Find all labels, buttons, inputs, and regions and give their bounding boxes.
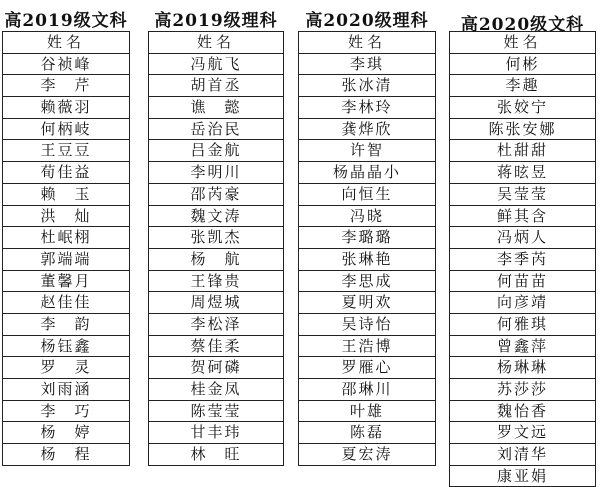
name-cell: 魏怡香 — [450, 401, 595, 423]
name-cell: 向彦靖 — [450, 292, 595, 314]
name-cell: 谯 懿 — [149, 97, 283, 119]
name-cell: 夏明欢 — [299, 292, 435, 314]
name-cell: 杨 程 — [3, 444, 129, 466]
name-table — [148, 31, 284, 466]
name-cell: 董馨月 — [3, 271, 129, 293]
name-cell: 洪 灿 — [3, 206, 129, 228]
name-cell: 陈莹莹 — [149, 401, 283, 423]
name-header-cell: 姓名 — [149, 32, 283, 54]
name-cell: 赵佳佳 — [3, 292, 129, 314]
name-cell: 李 巧 — [3, 401, 129, 423]
name-cell: 杨晶晶小 — [299, 162, 435, 184]
name-header-cell: 姓名 — [450, 32, 595, 54]
name-cell: 王豆豆 — [3, 140, 129, 162]
name-cell: 鲜其含 — [450, 206, 595, 228]
name-cell: 吴诗怡 — [299, 314, 435, 336]
name-header-cell: 姓名 — [299, 32, 435, 54]
name-cell: 岳治民 — [149, 119, 283, 141]
name-cell: 陈磊 — [299, 422, 435, 444]
name-cell: 叶雄 — [299, 401, 435, 423]
name-cell: 杨 航 — [149, 249, 283, 271]
name-header-cell: 姓名 — [3, 32, 129, 54]
name-cell: 吴莹莹 — [450, 184, 595, 206]
column-title: 高2019级文科 — [4, 11, 128, 31]
name-cell: 荀佳益 — [3, 162, 129, 184]
name-cell: 邵琳川 — [299, 379, 435, 401]
name-cell: 魏文涛 — [149, 206, 283, 228]
name-cell: 何苗苗 — [450, 271, 595, 293]
name-cell: 吕金航 — [149, 140, 283, 162]
name-cell: 罗 灵 — [3, 357, 129, 379]
name-cell: 林 旺 — [149, 444, 283, 466]
name-cell: 周煜城 — [149, 292, 283, 314]
name-cell: 刘雨涵 — [3, 379, 129, 401]
name-cell: 刘清华 — [450, 444, 595, 466]
name-cell: 王锋贵 — [149, 271, 283, 293]
name-cell: 罗雁心 — [299, 357, 435, 379]
name-table — [2, 31, 130, 466]
name-cell: 赖薇羽 — [3, 97, 129, 119]
name-cell: 李季芮 — [450, 249, 595, 271]
name-cell: 胡首丞 — [149, 75, 283, 97]
name-cell: 贺砢磷 — [149, 357, 283, 379]
name-cell: 李 芹 — [3, 75, 129, 97]
name-cell: 罗文远 — [450, 422, 595, 444]
name-cell: 陈张安娜 — [450, 119, 595, 141]
name-cell: 赖 玉 — [3, 184, 129, 206]
name-cell: 张凯杰 — [149, 227, 283, 249]
name-table — [298, 31, 436, 466]
name-cell: 李璐璐 — [299, 227, 435, 249]
name-table — [449, 31, 596, 487]
name-cell: 李明川 — [149, 162, 283, 184]
name-cell: 蔡佳柔 — [149, 336, 283, 358]
name-cell: 杨钰鑫 — [3, 336, 129, 358]
name-cell: 何雅琪 — [450, 314, 595, 336]
name-cell: 冯炳人 — [450, 227, 595, 249]
name-cell: 杨 婷 — [3, 422, 129, 444]
name-cell: 李林玲 — [299, 97, 435, 119]
name-cell: 曾鑫萍 — [450, 336, 595, 358]
name-cell: 甘丰玮 — [149, 422, 283, 444]
name-cell: 冯晓 — [299, 206, 435, 228]
column-title: 高2020级文科 — [460, 15, 585, 35]
name-cell: 谷祯峰 — [3, 54, 129, 76]
name-cell: 向恒生 — [299, 184, 435, 206]
name-cell: 张冰清 — [299, 75, 435, 97]
name-cell: 何彬 — [450, 54, 595, 76]
column-title: 高2020级理科 — [305, 11, 429, 31]
name-cell: 邵芮豪 — [149, 184, 283, 206]
name-cell: 蒋昡昱 — [450, 162, 595, 184]
name-cell: 李趣 — [450, 75, 595, 97]
name-cell: 张琳艳 — [299, 249, 435, 271]
name-cell: 冯航飞 — [149, 54, 283, 76]
name-cell: 杨琳琳 — [450, 357, 595, 379]
name-cell: 张姣宁 — [450, 97, 595, 119]
name-cell: 李琪 — [299, 54, 435, 76]
name-cell: 夏宏涛 — [299, 444, 435, 466]
name-cell: 桂金凤 — [149, 379, 283, 401]
name-cell: 李松泽 — [149, 314, 283, 336]
name-cell: 康亚娟 — [450, 466, 595, 487]
name-cell: 王浩博 — [299, 336, 435, 358]
name-cell: 李思成 — [299, 271, 435, 293]
name-cell: 李 韵 — [3, 314, 129, 336]
column-title: 高2019级理科 — [154, 11, 278, 31]
name-cell: 龚烨欣 — [299, 119, 435, 141]
name-cell: 何柄岐 — [3, 119, 129, 141]
name-cell: 苏莎莎 — [450, 379, 595, 401]
name-cell: 杜岷栩 — [3, 227, 129, 249]
name-cell: 杜甜甜 — [450, 140, 595, 162]
name-cell: 许智 — [299, 140, 435, 162]
name-cell: 郭端端 — [3, 249, 129, 271]
